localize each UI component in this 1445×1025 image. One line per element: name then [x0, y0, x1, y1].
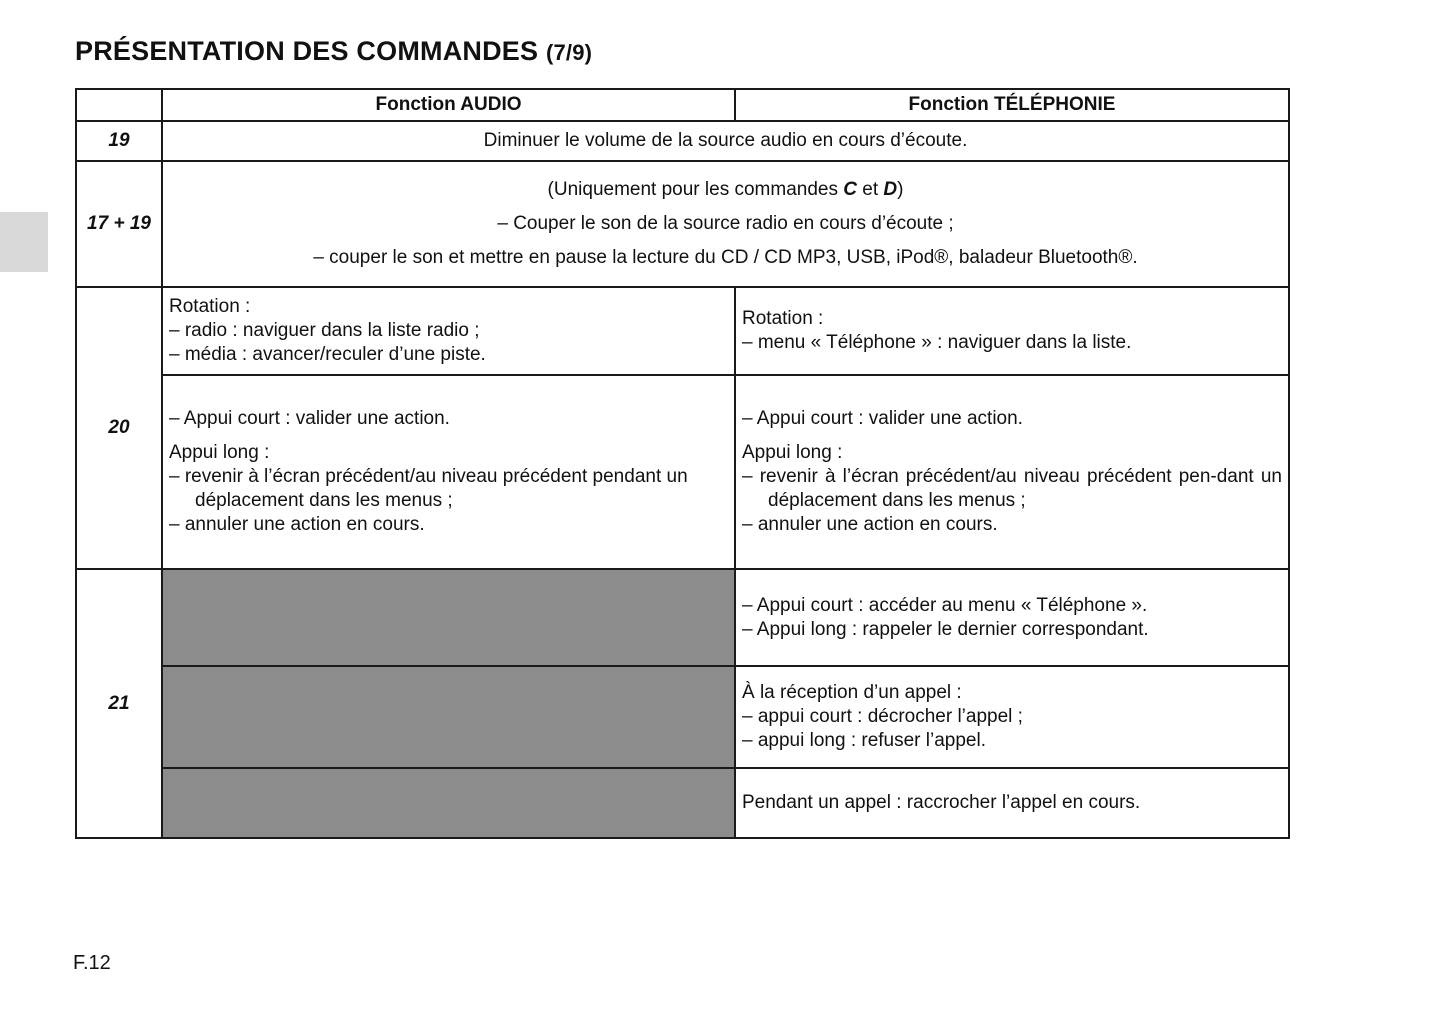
title-text: PRÉSENTATION DES COMMANDES: [75, 36, 539, 66]
row-21-phone-incoming: [735, 666, 1289, 768]
row-19-text: Diminuer le volume de la source audio en cours d’écoute.: [162, 121, 1289, 161]
row-17-19-number: 17 + 19: [76, 161, 162, 287]
row-20-phone-rotation: [735, 287, 1289, 375]
row-20-audio-press: [162, 375, 735, 569]
row-20-audio-rotation: [162, 287, 735, 375]
row-21-during-call: [76, 768, 1289, 838]
row-21-number: 21: [76, 569, 162, 838]
title-part: (7/9): [545, 40, 593, 65]
phone-long-press-back: – revenir à l’écran précédent/au niveau précédent pen-dant un déplacement dans les menus ;: [742, 466, 1282, 511]
row-19-number: 19: [76, 121, 162, 161]
phone-rotation-title: Rotation :: [742, 308, 824, 329]
incoming-call-title: À la réception d’un appel :: [742, 682, 962, 703]
audio-long-press-cancel: – annuler une action en cours.: [169, 514, 425, 535]
phone-menu-short: – Appui court : accéder au menu « Téléphone ».: [742, 594, 1148, 616]
row-21-phone-during-call: Pendant un appel : raccrocher l’appel en cours.: [735, 768, 1289, 838]
row-21-audio-empty-3: [162, 768, 735, 838]
audio-rotation-radio: – radio : naviguer dans la liste radio ;: [169, 320, 480, 341]
header-empty: [76, 89, 162, 121]
phone-long-press-title: Appui long :: [742, 442, 843, 463]
page-number: F.12: [73, 952, 111, 974]
row-21-phone-menu: [735, 569, 1289, 666]
phone-long-press-cancel: – annuler une action en cours.: [742, 514, 998, 535]
row-17-19-line1-suffix: ): [897, 179, 904, 200]
side-tab-marker: [0, 212, 48, 272]
audio-long-press-back: – revenir à l’écran précédent/au niveau précédent pendant un déplacement dans les menus ;: [169, 466, 688, 511]
page-title: [75, 36, 592, 67]
row-17-19-line1-mid: et: [856, 179, 884, 200]
audio-long-press-title: Appui long :: [169, 442, 270, 463]
phone-rotation-menu: – menu « Téléphone » : naviguer dans la liste.: [742, 332, 1132, 353]
row-21-audio-empty-2: [162, 666, 735, 768]
row-17-19-line3: – couper le son et mettre en pause la lecture du CD / CD MP3, USB, iPod®, baladeur Bluetooth®.: [313, 247, 1138, 268]
row-17-19-text: [162, 161, 1289, 287]
audio-rotation-title: Rotation :: [169, 296, 251, 317]
audio-short-press: – Appui court : valider une action.: [169, 408, 450, 429]
phone-menu-long: – Appui long : rappeler le dernier correspondant.: [742, 618, 1149, 640]
header-row: [76, 89, 1289, 121]
row-17-19-line2: – Couper le son de la source radio en cours d’écoute ;: [497, 213, 954, 234]
row-20-phone-press: [735, 375, 1289, 569]
row-21-incoming: [76, 666, 1289, 768]
row-20-rotation: [76, 287, 1289, 375]
incoming-call-answer: – appui court : décrocher l’appel ;: [742, 706, 1023, 727]
row-19: [76, 121, 1289, 161]
row-21-menu: [76, 569, 1289, 666]
row-17-19-line1-prefix: (Uniquement pour les commandes: [547, 179, 844, 200]
row-21-audio-empty-1: [162, 569, 735, 666]
header-telephone: Fonction TÉLÉPHONIE: [735, 89, 1289, 121]
row-20-press: [76, 375, 1289, 569]
row-17-19: [76, 161, 1289, 287]
phone-short-press: – Appui court : valider une action.: [742, 408, 1023, 429]
incoming-call-reject: – appui long : refuser l’appel.: [742, 730, 986, 751]
row-17-19-line1: [169, 178, 1282, 202]
header-audio: Fonction AUDIO: [162, 89, 735, 121]
control-c-label: C: [843, 179, 857, 200]
row-20-number: 20: [76, 287, 162, 569]
control-d-label: D: [883, 179, 898, 200]
audio-rotation-media: – média : avancer/reculer d’une piste.: [169, 344, 486, 365]
commands-table: [75, 88, 1290, 839]
